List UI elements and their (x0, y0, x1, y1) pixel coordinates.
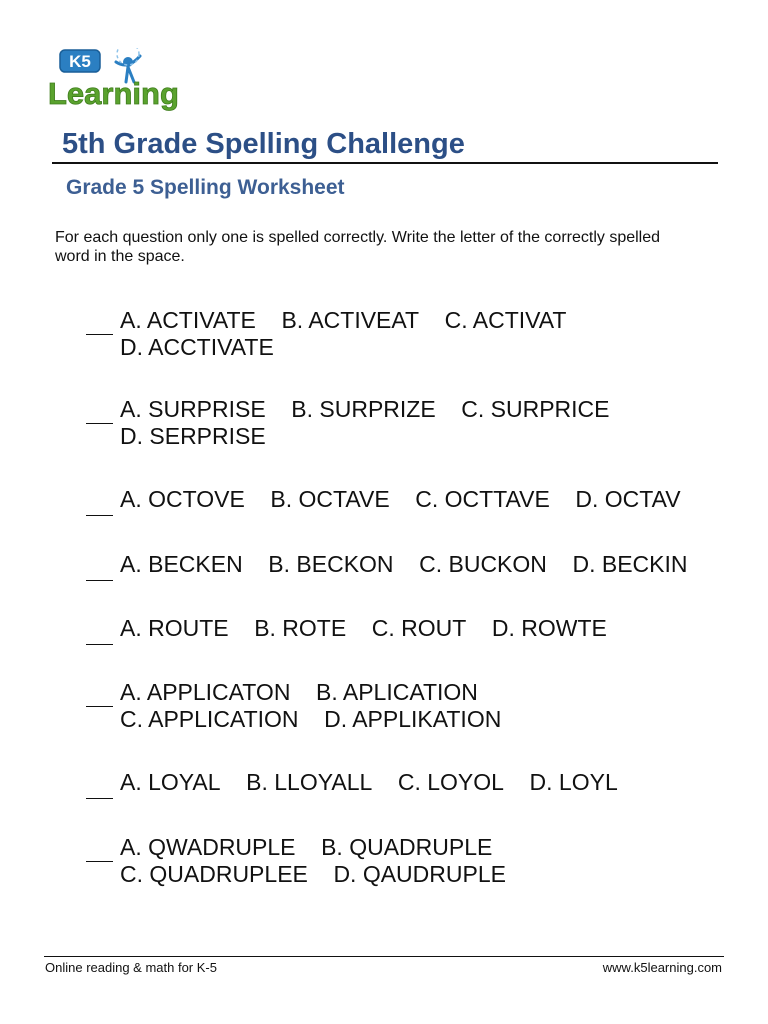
choice-a: A. SURPRISE (120, 396, 266, 422)
question-choices (120, 551, 700, 578)
choice-c: C. OCTTAVE (415, 486, 550, 512)
choice-b: B. BECKON (268, 551, 394, 577)
choice-d: D. ACCTIVATE (120, 334, 274, 360)
choice-c: C. ROUT (371, 615, 467, 641)
choice-c: C. BUCKON (419, 551, 547, 577)
choice-a: A. ACTIVATE (120, 307, 256, 333)
choice-d: D. APPLIKATION (324, 706, 502, 732)
logo-word: Learning (48, 76, 179, 111)
question-choices (120, 615, 700, 642)
question-choices (120, 396, 700, 450)
choice-c: C. SURPRICE (461, 396, 610, 422)
choice-b: B. QUADRUPLE (321, 834, 493, 860)
answer-blank[interactable] (86, 515, 113, 516)
k5-learning-logo (46, 48, 191, 112)
question-choices (120, 834, 700, 888)
choice-a: A. BECKEN (120, 551, 243, 577)
choice-c: C. ACTIVAT (444, 307, 567, 333)
choice-b: B. SURPRIZE (291, 396, 436, 422)
choice-b: B. LLOYALL (246, 769, 373, 795)
choice-a: A. APPLICATON (120, 679, 291, 705)
answer-blank[interactable] (86, 644, 113, 645)
answer-blank[interactable] (86, 334, 113, 335)
choice-a: A. OCTOVE (120, 486, 245, 512)
footer-divider (44, 956, 724, 957)
answer-blank[interactable] (86, 798, 113, 799)
logo-badge-text: K5 (69, 52, 91, 71)
choice-c: C. QUADRUPLEE (120, 861, 308, 887)
choice-c: C. APPLICATION (120, 706, 299, 732)
choice-a: A. QWADRUPLE (120, 834, 296, 860)
instructions-text: For each question only one is spelled correctly. Write the letter of the correctly spelled word in the space. (55, 229, 661, 265)
choice-b: B. ROTE (254, 615, 347, 641)
answer-blank[interactable] (86, 423, 113, 424)
choice-b: B. APLICATION (316, 679, 478, 705)
choice-d: D. OCTAV (575, 486, 681, 512)
footer-tagline: Online reading & math for K-5 (45, 960, 217, 975)
answer-blank[interactable] (86, 706, 113, 707)
choice-d: D. LOYL (529, 769, 618, 795)
page-title: 5th Grade Spelling Challenge (62, 128, 465, 160)
question-choices (120, 769, 700, 796)
question-choices (120, 486, 700, 513)
question-choices (120, 307, 700, 361)
choice-d: D. BECKIN (572, 551, 688, 577)
choice-d: D. QAUDRUPLE (333, 861, 506, 887)
title-divider (52, 162, 718, 164)
answer-blank[interactable] (86, 580, 113, 581)
choice-b: B. ACTIVEAT (281, 307, 420, 333)
choice-d: D. ROWTE (491, 615, 607, 641)
footer-website-link[interactable]: www.k5learning.com (602, 960, 722, 975)
choice-a: A. ROUTE (120, 615, 229, 641)
choice-d: D. SERPRISE (120, 423, 266, 449)
answer-blank[interactable] (86, 861, 113, 862)
question-choices (120, 679, 700, 733)
page-subtitle: Grade 5 Spelling Worksheet (66, 176, 345, 199)
choice-a: A. LOYAL (120, 769, 221, 795)
choice-b: B. OCTAVE (270, 486, 390, 512)
choice-c: C. LOYOL (397, 769, 504, 795)
